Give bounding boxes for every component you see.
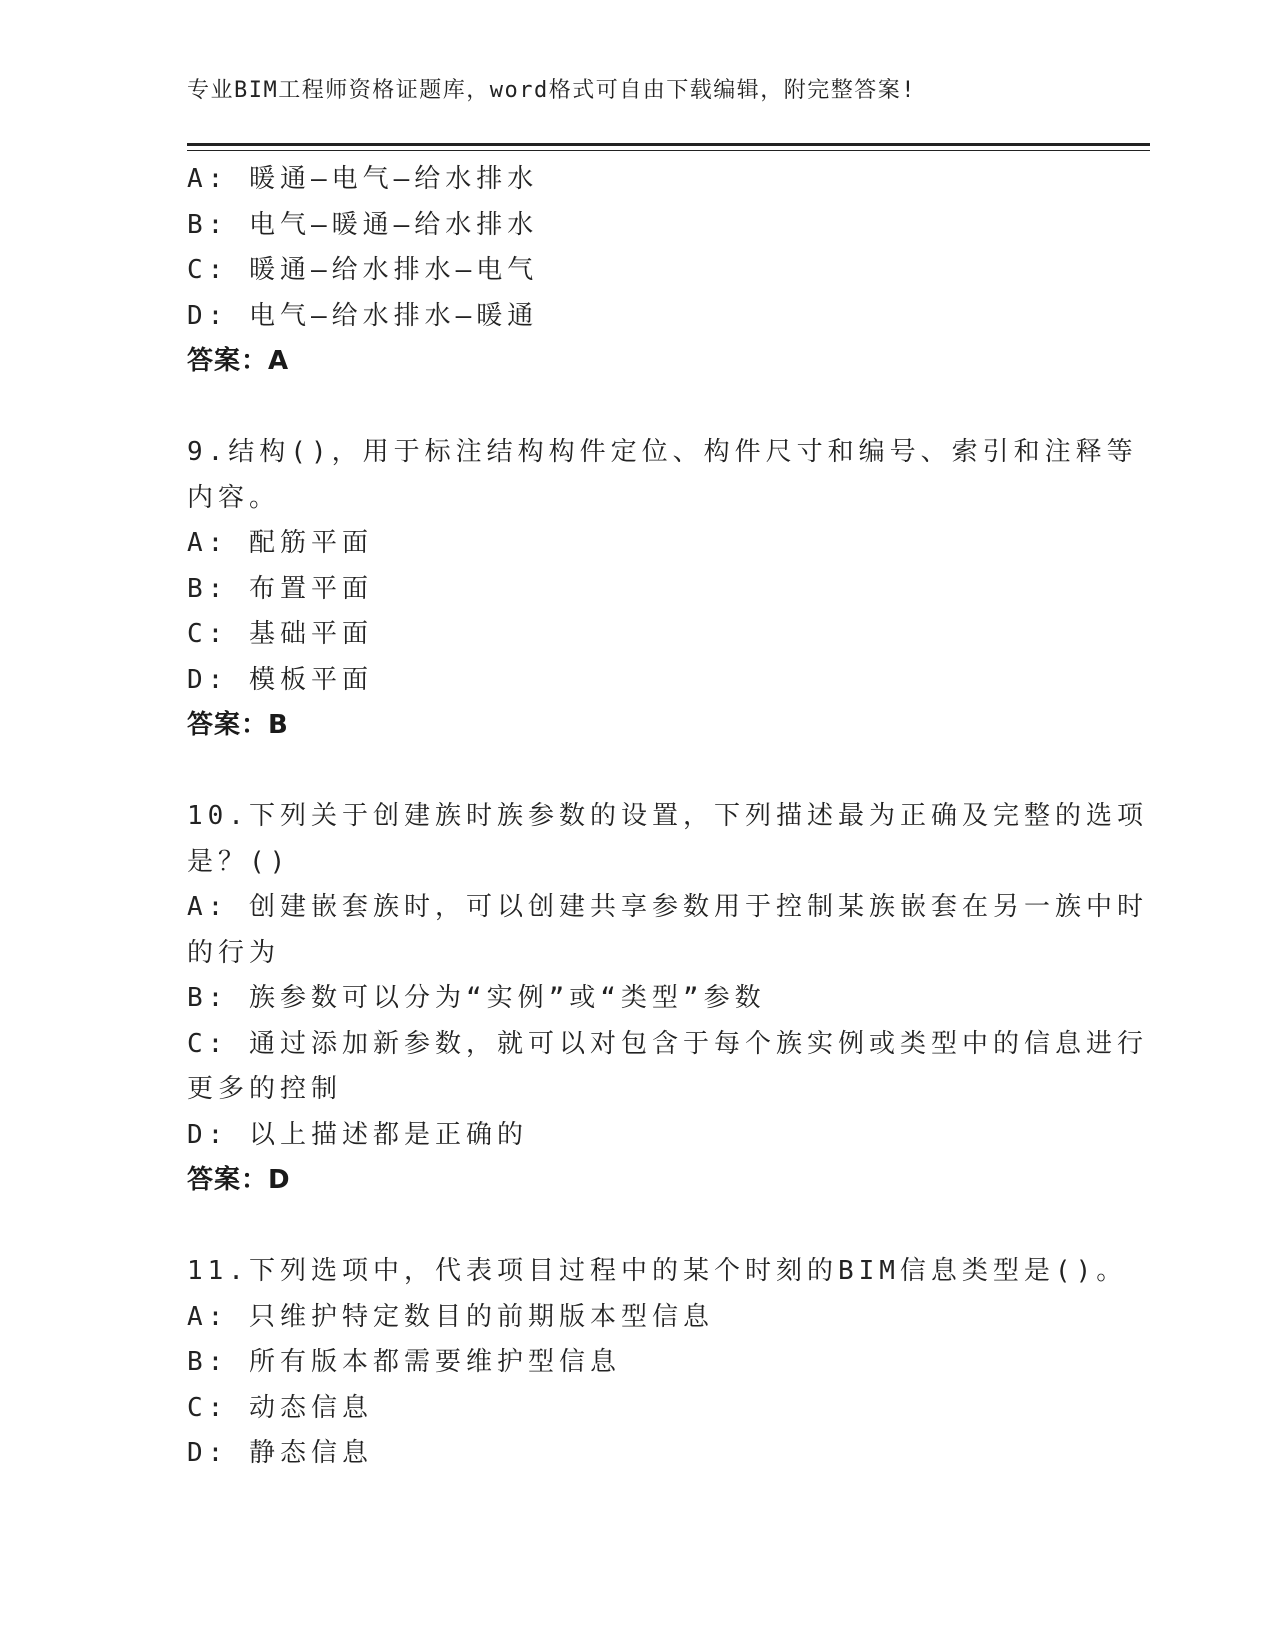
prev-question xyxy=(187,157,1087,385)
option-d: D: 以上描述都是正确的 xyxy=(187,1119,528,1150)
option-a: A: 配筋平面 xyxy=(187,528,373,558)
question-9 xyxy=(187,430,1138,749)
option-a-continued: 的行为 xyxy=(187,937,281,968)
question-10 xyxy=(187,794,1148,1204)
spacer xyxy=(187,1204,1087,1250)
header-divider-thick xyxy=(187,143,1150,146)
question-stem: 是？() xyxy=(187,846,291,877)
option-b: B: 电气—暖通—给水排水 xyxy=(187,209,539,240)
answer-line: 答案：D xyxy=(187,1165,291,1195)
document-body xyxy=(187,157,1148,1477)
option-c: C: 通过添加新参数，就可以对包含于每个族实例或类型中的信息进行 xyxy=(187,1028,1148,1059)
option-b: B: 所有版本都需要维护型信息 xyxy=(187,1347,621,1377)
option-c-continued: 更多的控制 xyxy=(187,1074,343,1104)
page-header: 专业BIM工程师资格证题库，word格式可自由下载编辑，附完整答案! xyxy=(187,78,916,103)
question-stem: 11.下列选项中，代表项目过程中的某个时刻的BIM信息类型是()。 xyxy=(187,1256,1128,1286)
option-b: B: 布置平面 xyxy=(187,573,373,604)
question-stem: 9.结构()，用于标注结构构件定位、构件尺寸和编号、索引和注释等 xyxy=(187,437,1138,467)
question-stem: 10.下列关于创建族时族参数的设置，下列描述最为正确及完整的选项 xyxy=(187,801,1148,831)
option-a: A: 暖通—电气—给水排水 xyxy=(187,164,539,194)
option-c: C: 动态信息 xyxy=(187,1392,373,1423)
spacer xyxy=(187,385,1087,431)
answer-line: 答案：A xyxy=(187,346,290,376)
option-c: C: 基础平面 xyxy=(187,619,373,649)
option-a: A: 创建嵌套族时，可以创建共享参数用于控制某族嵌套在另一族中时 xyxy=(187,892,1148,922)
answer-line: 答案：B xyxy=(187,710,289,740)
option-c: C: 暖通—给水排水—电气 xyxy=(187,255,539,285)
question-11 xyxy=(187,1249,1128,1477)
option-d: D: 静态信息 xyxy=(187,1438,373,1468)
question-stem: 内容。 xyxy=(187,482,281,513)
option-d: D: 模板平面 xyxy=(187,664,373,695)
header-divider-thin xyxy=(187,150,1150,151)
option-a: A: 只维护特定数目的前期版本型信息 xyxy=(187,1301,714,1332)
option-b: B: 族参数可以分为“实例”或“类型”参数 xyxy=(187,983,766,1013)
spacer xyxy=(187,749,1087,795)
option-d: D: 电气—给水排水—暖通 xyxy=(187,300,539,331)
